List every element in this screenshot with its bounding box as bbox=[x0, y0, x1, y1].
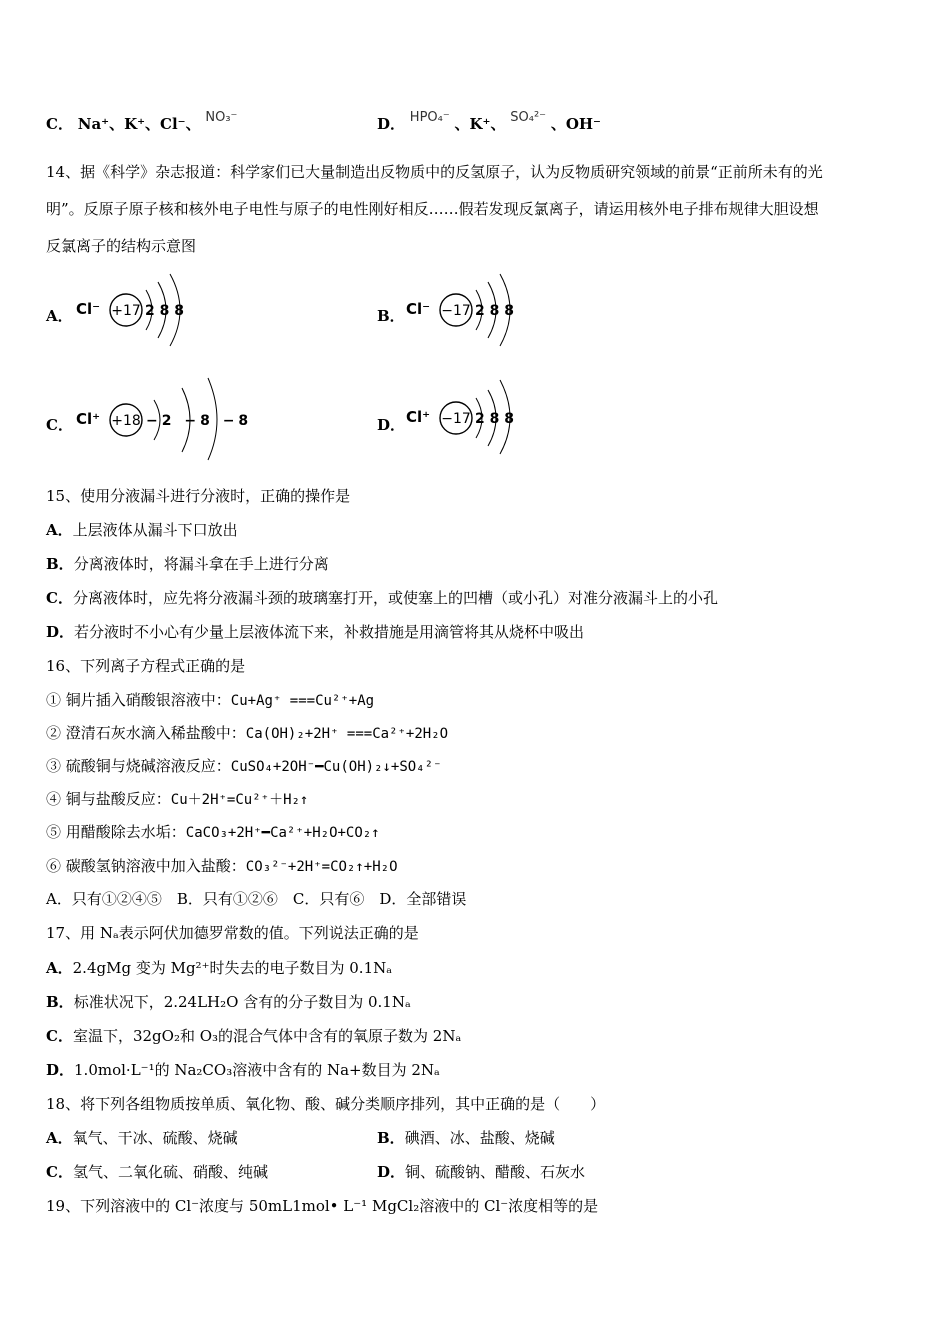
option-letter: B． bbox=[46, 555, 74, 573]
option-letter: D． bbox=[46, 1061, 75, 1079]
option-letter: A． bbox=[46, 521, 73, 539]
q14-option-c bbox=[46, 415, 73, 435]
option-text: 室温下，32gO₂和 O₃的混合气体中含有的氧原子数为 2Nₐ bbox=[72, 1027, 462, 1045]
ionic-equation: Ca(OH)₂+2H⁺ ===Ca²⁺+2H₂O bbox=[245, 726, 449, 742]
item-label: ① 铜片插入硝酸银溶液中： bbox=[46, 691, 231, 709]
q18-stem: 18、将下列各组物质按单质、氧化物、酸、碱分类顺序排列，其中正确的是（ ） bbox=[46, 1095, 606, 1113]
electron-shells: 2 8 8 bbox=[475, 411, 514, 427]
q15-option-c bbox=[46, 588, 718, 608]
ionic-equation: Cu＋2H⁺=Cu²⁺＋H₂↑ bbox=[170, 792, 309, 808]
option-letter: B． bbox=[377, 1129, 405, 1147]
q15-stem: 15、使用分液漏斗进行分液时，正确的操作是 bbox=[46, 487, 351, 505]
q14-option-b bbox=[377, 306, 405, 326]
item-label: ② 澄清石灰水滴入稀盐酸中： bbox=[46, 724, 246, 742]
option-text: 分离液体时，应先将分液漏斗颈的玻璃塞打开，或使塞上的凹槽（或小孔）对准分液漏斗上的小孔 bbox=[72, 589, 718, 607]
nitrate-ion: NO₃⁻ bbox=[205, 110, 238, 125]
item-label: ⑥ 碳酸氢钠溶液中加入盐酸： bbox=[46, 857, 246, 875]
option-letter: D． bbox=[46, 623, 75, 641]
atom-diagram-b bbox=[404, 268, 524, 352]
nucleus-charge: −17 bbox=[441, 411, 471, 427]
atom-diagram-d bbox=[404, 374, 524, 458]
q16-answers: A．只有①②④⑤ B．只有①②⑥ C．只有⑥ D．全部错误 bbox=[46, 890, 467, 908]
option-letter: C． bbox=[46, 1027, 73, 1045]
q15-option-d bbox=[46, 622, 584, 642]
q13-option-d bbox=[377, 110, 601, 136]
option-letter: B． bbox=[377, 307, 405, 325]
electron-shells: −2 −8 −8 bbox=[146, 413, 253, 429]
q16-item-2 bbox=[46, 723, 448, 744]
option-letter: D． bbox=[377, 115, 406, 133]
item-label: ⑤ 用醋酸除去水垢： bbox=[46, 823, 186, 841]
option-text: 1.0mol·L⁻¹的 Na₂CO₃溶液中含有的 Na+数目为 2Nₐ bbox=[74, 1061, 440, 1079]
electron-shells: 2 8 8 bbox=[475, 303, 514, 319]
q19-stem: 19、下列溶液中的 Cl⁻浓度与 50mL1mol• L⁻¹ MgCl₂溶液中的 Cl⁻浓度相等的是 bbox=[46, 1197, 599, 1215]
option-letter: C． bbox=[46, 1163, 73, 1181]
ion-symbol: Cl⁺ bbox=[406, 408, 431, 426]
option-text: 2.4gMg 变为 Mg²⁺时失去的电子数目为 0.1Nₐ bbox=[72, 959, 393, 977]
option-letter: A． bbox=[46, 307, 73, 325]
option-text: 分离液体时，将漏斗拿在手上进行分离 bbox=[73, 555, 329, 573]
option-text: 碘酒、冰、盐酸、烧碱 bbox=[404, 1129, 555, 1147]
q16-item-3 bbox=[46, 756, 442, 777]
ionic-equation: Cu+Ag⁺ ===Cu²⁺+Ag bbox=[230, 693, 375, 709]
ionic-equation: CO₃²⁻+2H⁺=CO₂↑+H₂O bbox=[245, 859, 398, 875]
hydrogen-phosphate-ion: HPO₄⁻ bbox=[409, 110, 450, 125]
option-text: 、OH⁻ bbox=[550, 115, 601, 133]
q16-item-6 bbox=[46, 856, 398, 877]
q17-option-d bbox=[46, 1060, 440, 1080]
q18-option-a bbox=[46, 1128, 238, 1148]
option-letter: D． bbox=[377, 1163, 406, 1181]
option-text: 标准状况下，2.24LH₂O 含有的分子数目为 0.1Nₐ bbox=[73, 993, 411, 1011]
item-label: ③ 硫酸铜与烧碱溶液反应： bbox=[46, 757, 231, 775]
option-text: 、K⁺、 bbox=[454, 115, 506, 133]
option-letter: D． bbox=[377, 416, 406, 434]
q13-option-c bbox=[46, 110, 238, 136]
q18-option-b bbox=[377, 1128, 555, 1148]
ion-symbol: Cl⁻ bbox=[406, 300, 431, 318]
q14-stem-line: 14、据《科学》杂志报道：科学家们已大量制造出反物质中的反氢原子，认为反物质研究领域的前景“正前所未有的光 bbox=[46, 163, 823, 181]
ionic-equation: CuSO₄+2OH⁻━Cu(OH)₂↓+SO₄²⁻ bbox=[230, 759, 442, 775]
ionic-equation: CaCO₃+2H⁺━Ca²⁺+H₂O+CO₂↑ bbox=[185, 825, 380, 841]
option-letter: C． bbox=[46, 115, 73, 133]
q17-option-a bbox=[46, 958, 392, 978]
q16-item-5 bbox=[46, 822, 380, 843]
q16-stem: 16、下列离子方程式正确的是 bbox=[46, 657, 246, 675]
option-letter: A． bbox=[46, 959, 73, 977]
q17-option-c bbox=[46, 1026, 461, 1046]
option-letter: C． bbox=[46, 416, 73, 434]
item-label: ④ 铜与盐酸反应： bbox=[46, 790, 171, 808]
q18-option-d bbox=[377, 1162, 585, 1182]
option-text: 氧气、干冰、硫酸、烧碱 bbox=[72, 1129, 238, 1147]
option-text: 氢气、二氧化硫、硝酸、纯碱 bbox=[72, 1163, 268, 1181]
q15-option-b bbox=[46, 554, 329, 574]
ion-symbol: Cl⁺ bbox=[76, 410, 101, 428]
q17-option-b bbox=[46, 992, 411, 1012]
electron-shells: 2 8 8 bbox=[145, 303, 184, 319]
q16-item-1 bbox=[46, 690, 374, 711]
q17-stem: 17、用 Nₐ表示阿伏加德罗常数的值。下列说法正确的是 bbox=[46, 924, 419, 942]
atom-diagram-c bbox=[74, 374, 253, 462]
q14-option-a bbox=[46, 306, 73, 326]
option-letter: B． bbox=[46, 993, 74, 1011]
nucleus-charge: +18 bbox=[111, 413, 141, 429]
option-text: 若分液时不小心有少量上层液体流下来，补救措施是用滴管将其从烧杯中吸出 bbox=[74, 623, 585, 641]
q15-option-a bbox=[46, 520, 238, 540]
option-text: Na⁺、K⁺、Cl⁻、 bbox=[77, 115, 201, 133]
nucleus-charge: −17 bbox=[441, 303, 471, 319]
option-text: 上层液体从漏斗下口放出 bbox=[72, 521, 238, 539]
q18-option-c bbox=[46, 1162, 268, 1182]
q14-option-d bbox=[377, 415, 405, 435]
option-text: 铜、硫酸钠、醋酸、石灰水 bbox=[405, 1163, 586, 1181]
q16-item-4 bbox=[46, 789, 308, 810]
nucleus-charge: +17 bbox=[111, 303, 141, 319]
sulfate-ion: SO₄²⁻ bbox=[510, 110, 547, 125]
option-letter: A． bbox=[46, 1129, 73, 1147]
q14-stem bbox=[46, 154, 906, 265]
atom-diagram-a bbox=[74, 268, 194, 352]
q14-stem-line: 明”。反原子原子核和核外电子电性与原子的电性刚好相反……假若发现反氯离子，请运用核外电子排布规律大胆设想 bbox=[46, 200, 819, 218]
option-letter: C． bbox=[46, 589, 73, 607]
q14-stem-line: 反氯离子的结构示意图 bbox=[46, 237, 197, 255]
ion-symbol: Cl⁻ bbox=[76, 300, 101, 318]
